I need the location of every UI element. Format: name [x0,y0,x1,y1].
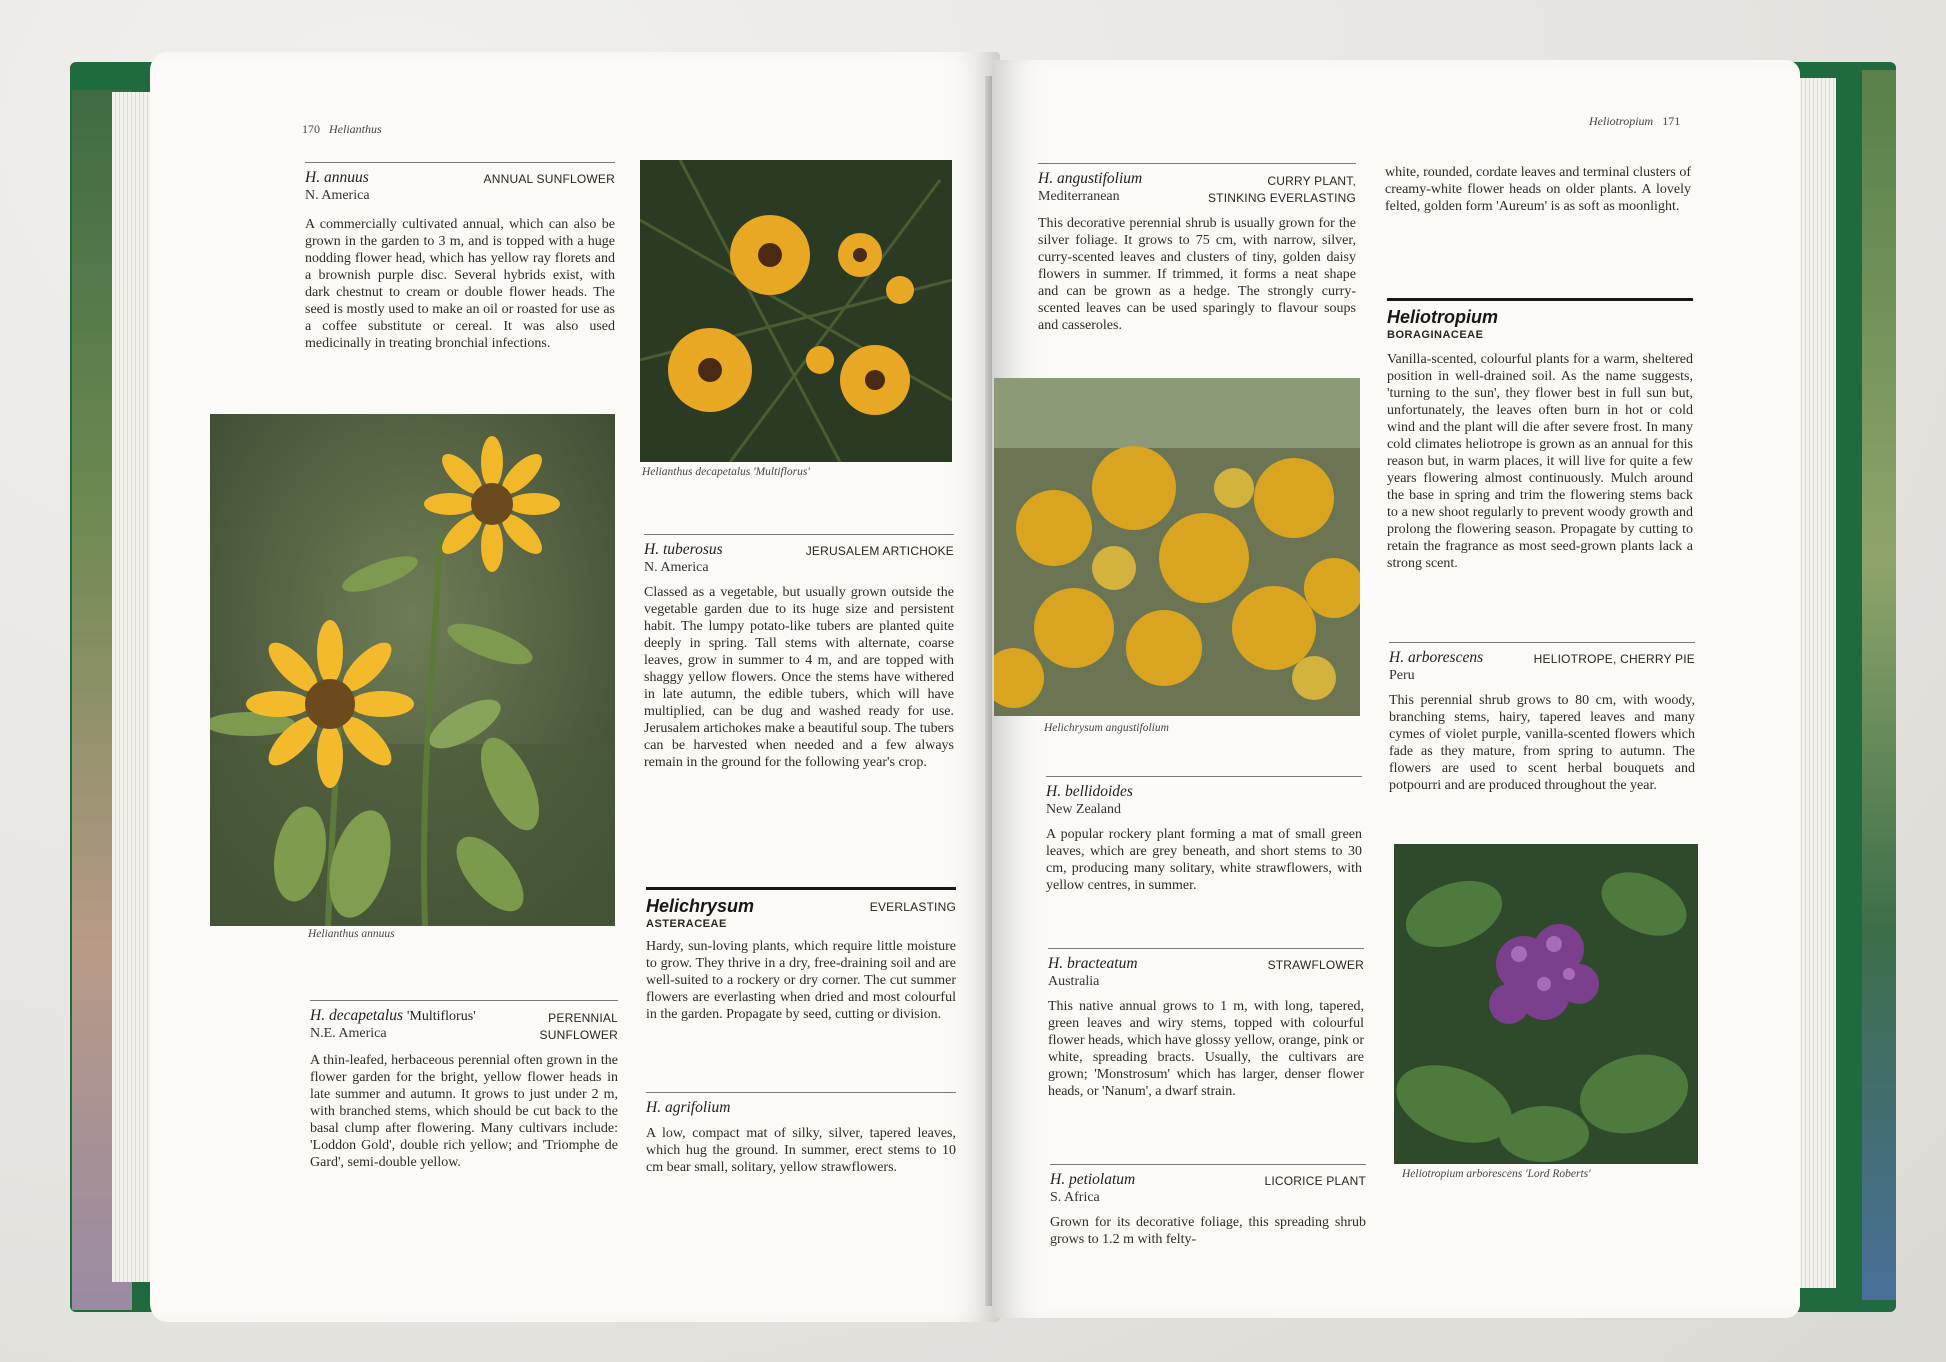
entry-common-name: PERENNIAL [548,1011,618,1025]
photo-helichrysum-angustifolium [994,378,1360,716]
entry-annuus [305,162,615,352]
flower-illustration [1394,844,1698,1164]
entry-bracteatum [1048,948,1364,1100]
entry-text: This decorative perennial shrub is usually grown for the silver foliage. It grows to 75 cm, with narrow, silver, curry-scented leaves and clusters of tiny, golden daisy flowers in summer. If trimmed, it forms a neat shape and can be grown as a hedge. The strongly curry-scented leaves can be used sparingly to flavour soups and casseroles. [1038,216,1356,333]
entry-text: A commercially cultivated annual, which can also be grown in the garden to 3 m, and is topped with a huge nodding flower head, which has yellow ray florets and a brownish purple disc. Several hybrids exist, with dark chestnut to cream or double flower heads. The seed is mostly used to make an oil or roasted for use as a coffee substitute or cereal. It was also used medicinally in treating bronchial infections. [305,217,615,351]
caption-heliotropium-arborescens: Heliotropium arborescens 'Lord Roberts' [1402,1168,1591,1180]
entry-tuberosus [644,534,954,771]
entry-common-name: LICORICE PLANT [1264,1174,1366,1188]
entry-bellidoides [1046,776,1362,894]
entry-agrifolium [646,1092,956,1176]
cover-artwork-right [1862,70,1896,1300]
entry-text: A popular rockery plant forming a mat of small green leaves, which are grey beneath, and short stems to 30 cm, producing many solitary, white strawflowers, with yellow centres, in summer. [1046,827,1362,893]
genus-family: BORAGINACEAE [1387,329,1484,341]
entry-common-name: SUNFLOWER [539,1028,618,1042]
entry-name: H. petiolatum [1050,1171,1136,1188]
entry-petiolatum-continued: white, rounded, cordate leaves and terminal clusters of creamy-white flower heads on older plants. A lovely felted, golden form 'Aureum' is as soft as moonlight. [1385,165,1691,214]
flower-illustration [994,378,1360,716]
caption-helichrysum-angustifolium: Helichrysum angustifolium [1044,722,1169,734]
flower-illustration [640,160,952,462]
genus-title: Helichrysum [646,896,755,916]
running-head-title: Helianthus [329,122,382,136]
entry-arborescens [1389,642,1695,794]
genus-heliotropium [1387,298,1693,572]
running-head-left [302,122,382,137]
entry-origin: New Zealand [1046,802,1122,817]
entry-name: H. arborescens [1389,649,1484,666]
photo-helianthus-decapetalus [640,160,952,462]
genus-helichrysum [646,887,956,1023]
page-number: 170 [302,122,320,136]
entry-text: A thin-leafed, herbaceous perennial often grown in the flower garden for the bright, yellow flower heads in late summer and autumn. It grows to just under 2 m, with branched stems, which should be cut back to the basal clump after flowering. Many cultivars include: 'Loddon Gold', double rich yellow; and 'Triomphe de Gard', semi-double yellow. [310,1053,618,1170]
entry-origin: N. America [644,560,709,575]
genus-text: Hardy, sun-loving plants, which require little moisture to grow. They thrive in a dry, free-draining soil and are well-suited to a rockery or dry corner. The cut summer flowers are everlasting when dried and most colourful in the garden. Propagate by seed, cutting or division. [646,939,956,1022]
entry-name: H. angustifolium [1038,170,1143,187]
entry-origin: S. Africa [1050,1190,1100,1205]
photo-heliotropium-arborescens [1394,844,1698,1164]
entry-angustifolium [1038,163,1356,334]
right-page [992,60,1800,1318]
entry-common-name: ANNUAL SUNFLOWER [483,172,615,186]
entry-name: H. decapetalus [310,1007,403,1024]
entry-origin: Australia [1048,974,1100,989]
genus-family: ASTERACEAE [646,918,727,930]
entry-text: This native annual grows to 1 m, with long, tapered, green leaves and wiry stems, topped with colourful flower heads, which have glossy yellow, orange, pink or white, spreading bracts. Usually, the cultivars are grown; 'Monstrosum' which has larger, denser flower heads, or 'Nanum', a dwarf strain. [1048,999,1364,1099]
running-head-right [1589,114,1680,129]
entry-decapetalus [310,1000,618,1171]
entry-petiolatum [1050,1164,1366,1248]
entry-common-name: JERUSALEM ARTICHOKE [805,544,954,558]
entry-text: This perennial shrub grows to 80 cm, with woody, branching stems, hairy, tapered leaves and many cymes of violet purple, vanilla-scented flowers which fade as they mature, from spring to autumn. The flowers are used to scent herbal bouquets and potpourri and are produced throughout the year. [1389,693,1695,793]
caption-helianthus-decapetalus: Helianthus decapetalus 'Multiflorus' [642,466,810,478]
entry-name: H. bracteatum [1048,955,1138,972]
entry-name: H. agrifolium [646,1099,731,1116]
entry-common-name: STINKING EVERLASTING [1207,191,1356,205]
photo-helianthus-annuus [210,414,615,926]
entry-common-name: STRAWFLOWER [1267,958,1364,972]
entry-common-name: HELIOTROPE, CHERRY PIE [1533,652,1695,666]
entry-name: H. tuberosus [644,541,723,558]
genus-title: Heliotropium [1387,307,1498,327]
page-number: 171 [1662,114,1681,128]
sunflower-illustration [210,414,615,926]
entry-text: Grown for its decorative foliage, this spreading shrub grows to 1.2 m with felty- [1050,1215,1366,1247]
entry-origin: Peru [1389,668,1415,683]
entry-common-name: CURRY PLANT, [1267,174,1356,188]
entry-origin: N. America [305,188,370,203]
genus-text: Vanilla-scented, colourful plants for a warm, sheltered position in well-drained soil. As the name suggests, 'turning to the sun', they flower best in full sun but, unfortunately, the leaves often burn in hot or cold wind and the plant will die after severe frost. In many cold climates heliotrope is grown as an annual for this reason but, in warm places, it will live for quite a few years flowering almost continuously. Mulch around the base in spring and trim the flowering stems back to a new shoot regularly to prevent woody growth and prolong the flowering season. Propagate by cutting to retain the fragrance as most seed-grown plants lack a strong scent. [1387,352,1693,571]
entry-name: H. annuus [305,169,369,186]
entry-cultivar: 'Multiflorus' [406,1009,476,1024]
entry-text: A low, compact mat of silky, silver, tapered leaves, which hug the ground. In summer, erect stems to 10 cm bear small, solitary, yellow strawflowers. [646,1126,956,1175]
genus-common-name: EVERLASTING [869,900,956,914]
entry-origin: Mediterranean [1038,189,1120,204]
page-edges-left [112,92,152,1282]
running-head-title: Heliotropium [1589,114,1654,128]
left-page [150,52,1000,1322]
entry-text: Classed as a vegetable, but usually grown outside the vegetable garden due to its huge size and persistent habit. The lumpy potato-like tubers are planted quite deeply in spring. Tall stems with alternate, coarse leaves, grow in summer to 4 m, and are topped with shaggy yellow flowers. Once the stems have withered in late autumn, the edible tubers, which will have multiplied, can be dug and washed ready for use. Jerusalem artichokes make a beautiful soup. The tubers can be harvested when needed and a few always remain in the ground for the following year's crop. [644,585,954,770]
entry-name: H. bellidoides [1046,783,1133,800]
entry-origin: N.E. America [310,1026,387,1041]
caption-helianthus-annuus: Helianthus annuus [308,928,395,940]
